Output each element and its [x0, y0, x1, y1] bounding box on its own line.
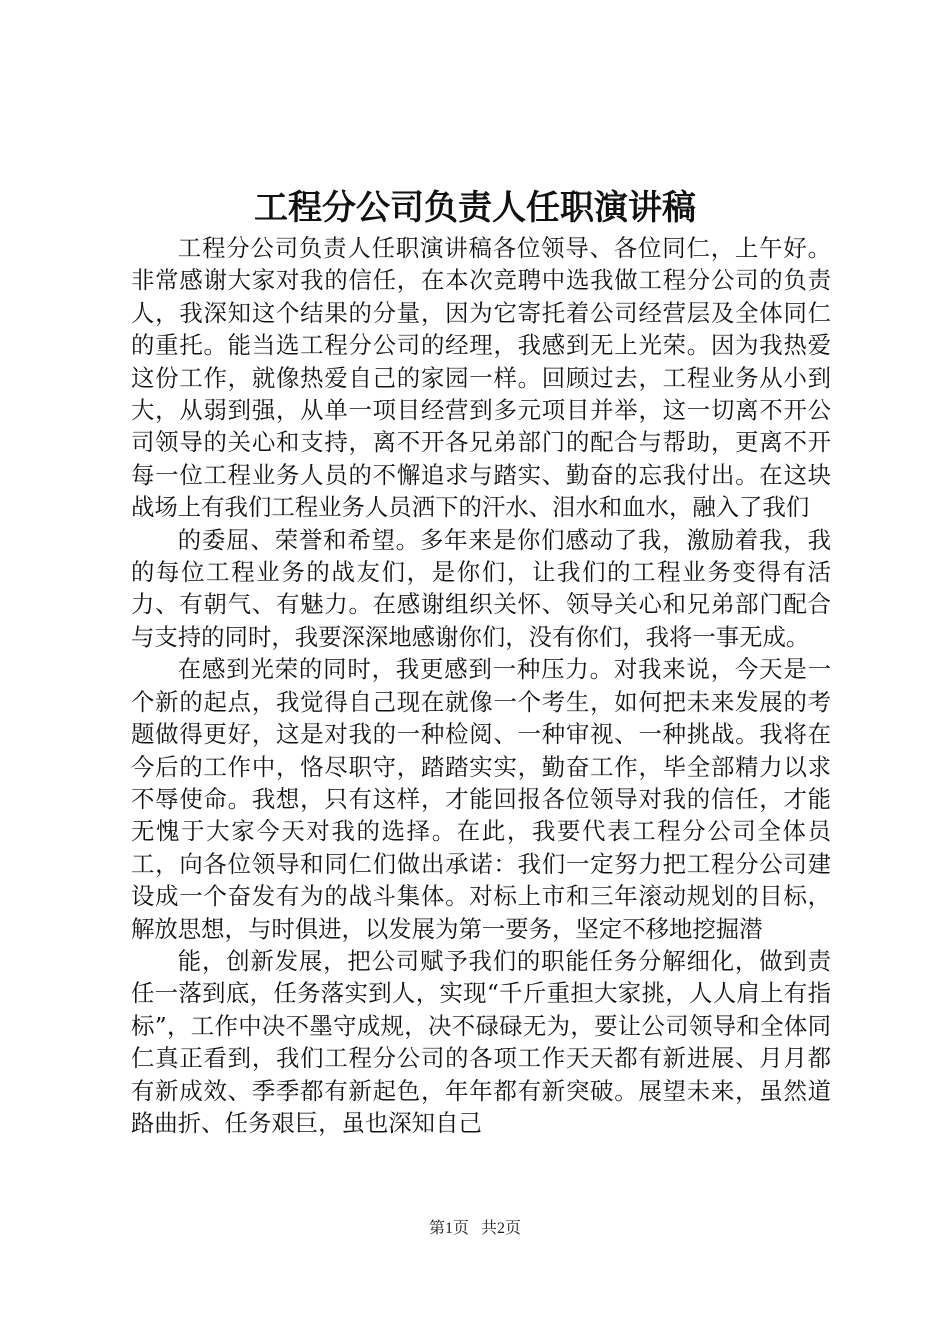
- page-footer: [0, 1218, 950, 1240]
- document-title: 工程分公司负责人任职演讲稿: [254, 188, 696, 228]
- paragraph-1: 工程分公司负责人任职演讲稿各位领导、各位同仁，上午好。非常感谢大家对我的信任，在本次竞聘中选我做工程分公司的负责人，我深知这个结果的分量，因为它寄托着公司经营层及全体同仁的重托。能当选工程分公司的经理，我感到无上光荣。因为我热爱这份工作，就像热爱自己的家园一样。回顾过去，工程业务从小到大，从弱到强，从单一项目经营到多元项目并举，这一切离不开公司领导的关心和支持，离不开各兄弟部门的配合与帮助，更离不开每一位工程业务人员的不懈追求与踏实、勤奋的忘我付出。在这块战场上有我们工程业务人员洒下的汗水、泪水和血水，融入了我们: [131, 234, 831, 522]
- paragraph-3: 在感到光荣的同时，我更感到一种压力。对我来说，今天是一个新的起点，我觉得自己现在就像一个考生，如何把未来发展的考题做得更好，这是对我的一种检阅、一种审视、一种挑战。我将在今后的工作中，恪尽职守，踏踏实实，勤奋工作，毕全部精力以求不辱使命。我想，只有这样，才能回报各位领导对我的信任，才能无愧于大家今天对我的选择。在此，我要代表工程分公司全体员工，向各位领导和同仁们做出承诺：我们一定努力把工程分公司建设成一个奋发有为的战斗集体。对标上市和三年滚动规划的目标，解放思想，与时俱进，以发展为第一要务，坚定不移地挖掘潜: [131, 655, 831, 943]
- document-body: [131, 232, 831, 1139]
- paragraph-4: 能，创新发展，把公司赋予我们的职能任务分解细化，做到责任一落到底，任务落实到人，实现“千斤重担大家挑，人人肩上有指标”，工作中决不墨守成规，决不碌碌无为，要让公司领导和全体同仁真正看到，我们工程分公司的各项工作天天都有新进展、月月都有新成效、季季都有新起色，年年都有新突破。展望未来，虽然道路曲折、任务艰巨，虽也深知自己: [131, 946, 831, 1137]
- page-number: 第1页: [428, 1220, 469, 1237]
- paragraph-2: 的委屈、荣誉和希望。多年来是你们感动了我，激励着我，我的每位工程业务的战友们，是你们，让我们的工程业务变得有活力、有朝气、有魅力。在感谢组织关怀、领导关心和兄弟部门配合与支持的同时，我要深深地感谢你们，没有你们，我将一事无成。: [131, 525, 831, 651]
- page-total: 共2页: [481, 1220, 522, 1237]
